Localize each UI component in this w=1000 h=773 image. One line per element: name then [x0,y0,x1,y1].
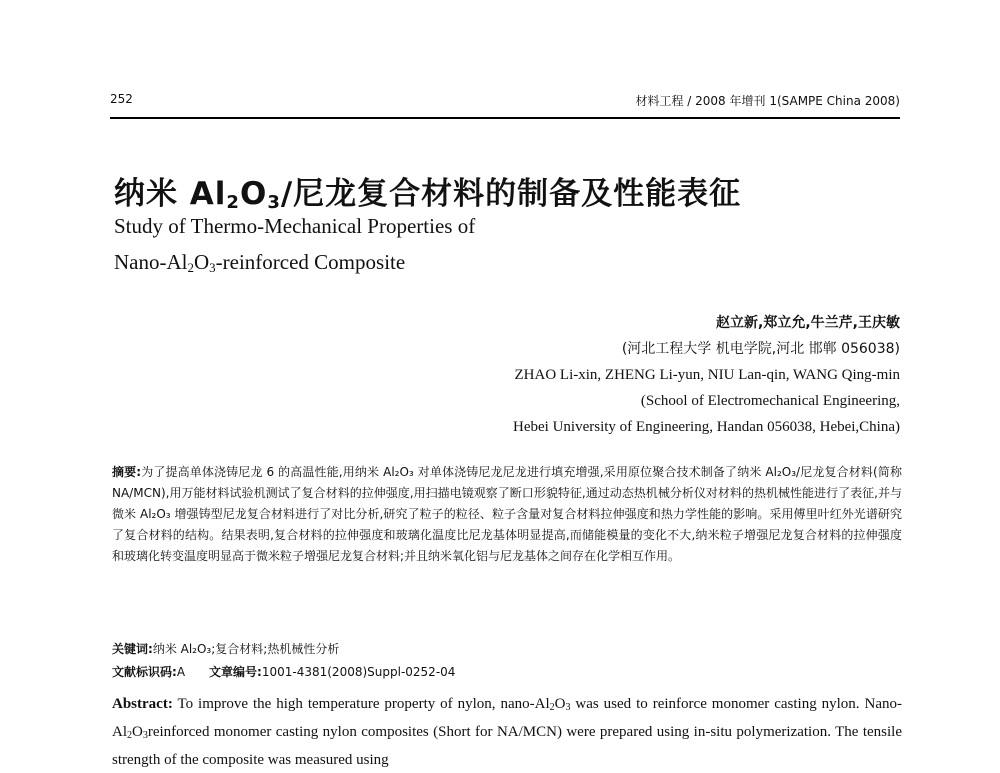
title-english [114,208,814,286]
affiliation-english-line2: Hebei University of Engineering, Handan 056038, Hebei,China) [513,419,900,435]
doc-code-label: 文献标识码: [112,665,177,679]
abstract-chinese-text: 为了提高单体浇铸尼龙 6 的高温性能,用纳米 Al₂O₃ 对单体浇铸尼龙尼龙进行填充增强,采用原位聚合技术制备了纳米 Al₂O₃/尼龙复合材料(简称 NA/MCN),用万能材料试验机测试了复合材料的拉伸强度,用扫描电镜观察了断口形貌特征,通过动态热机械分析仪对材料的热机械性能进行了表征,并与微米 Al₂O₃ 增强铸型尼龙复合材料进行了对比分析,研究了粒子的粒径、粒子含量对复合材料拉伸强度和热力学性能的影响。采用傅里叶红外光谱研究了复合材料的结构。结果表明,复合材料的拉伸强度和玻璃化温度比尼龙基体明显提高,而储能模量的变化不大,纳米粒子增强尼龙复合材料的拉伸强度和玻璃化转变温度明显高于微米粒子增强尼龙复合材料;并且纳米氧化铝与尼龙基体之间存在化学相互作用。 [112,465,902,563]
header-rule [110,117,900,119]
authors-chinese: 赵立新,郑立允,牛兰芹,王庆敏 [716,315,900,331]
title-english-line2: Nano-$Al_2O_3$-reinforced Composite [114,250,406,275]
abstract-english: Abstract: To improve the high temperature property of nylon, nano-$Al_2O_3$ was used to reinforce monomer casting nylon. Nano-$Al_2O_3reinforced$ monomer casting nylon composites (Short for NA/MCN) were prepared using in-situ polymerization. The tensile strength of the composite was measured using [112,696,902,768]
article-number-label: 文章编号: [209,665,262,679]
page-number: 252 [110,92,133,106]
keywords [112,640,902,657]
keywords-text: 纳米 Al₂O₃;复合材料;热机械性分析 [152,642,340,656]
title-english-line1: Study of Thermo-Mechanical Properties of [114,214,476,238]
journal-info: 材料工程 / 2008 年增刊 1(SAMPE China 2008) [635,94,900,108]
abstract-chinese-label: 摘要: [112,465,142,479]
authors-block [340,312,900,442]
abstract-chinese [112,462,902,567]
running-header [110,92,900,112]
article-number-value: 1001-4381(2008)Suppl-0252-04 [261,665,456,679]
document-info [112,663,902,680]
authors-english: ZHAO Li-xin, ZHENG Li-yun, NIU Lan-qin, WANG Qing-min [514,367,900,383]
doc-code-value: A [176,665,186,679]
abstract-english-label: Abstract: [112,696,173,712]
affiliation-english-line1: (School of Electromechanical Engineering, [640,393,900,409]
affiliation-chinese: (河北工程大学 机电学院,河北 邯郸 056038) [621,341,900,357]
title-chinese: 纳米 $Al_2O_3/$尼龙复合材料的制备及性能表征 [114,176,742,213]
keywords-label: 关键词: [112,642,153,656]
